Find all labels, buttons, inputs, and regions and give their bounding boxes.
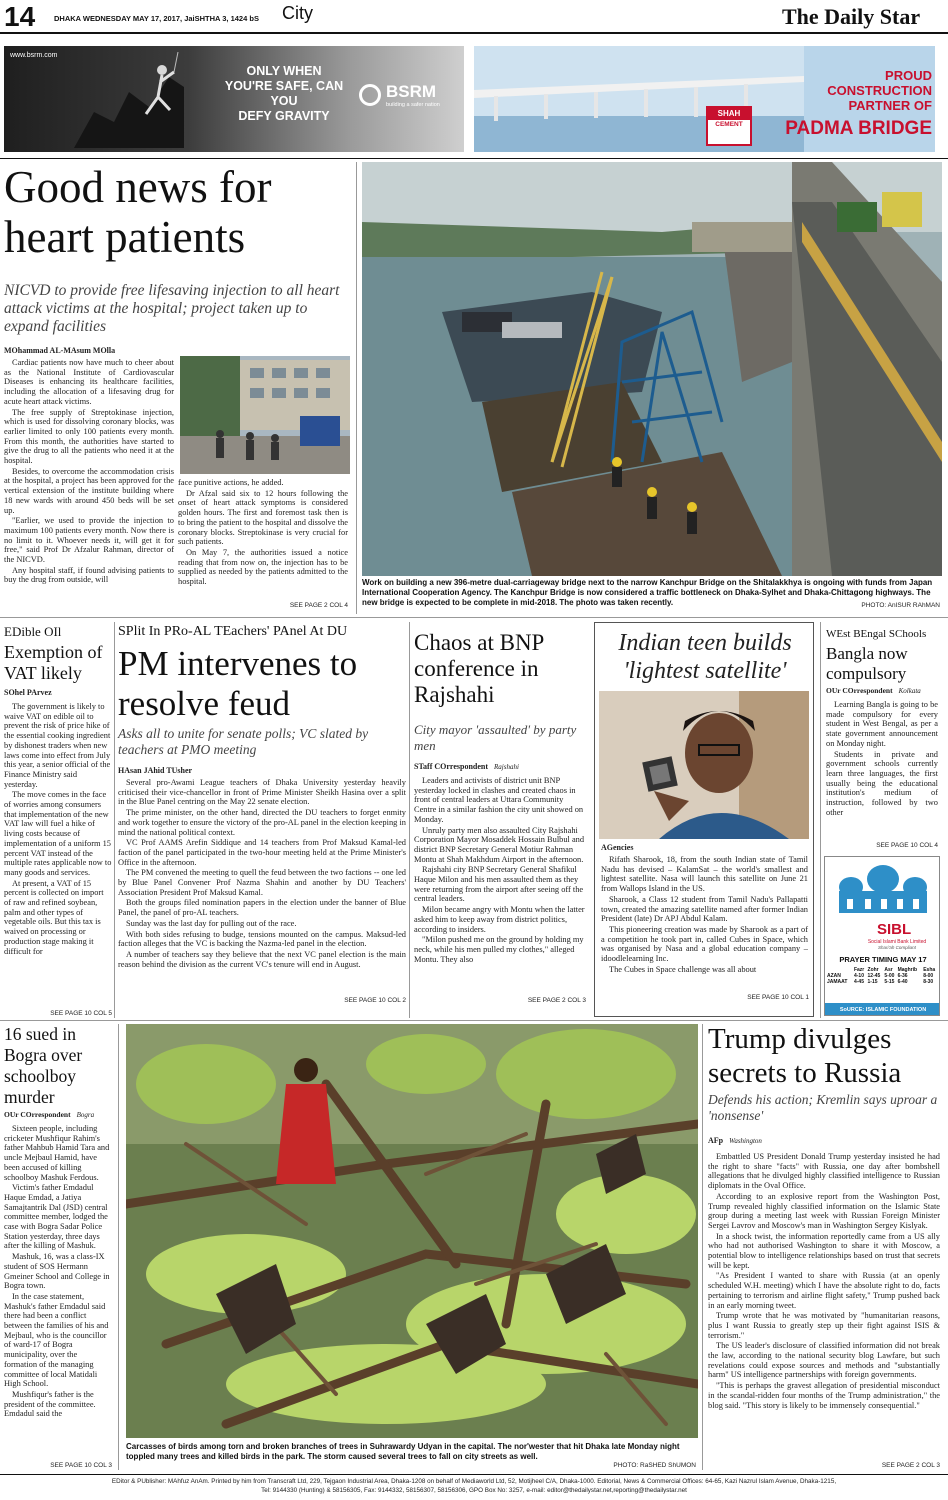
vat-byline: SOhel PArvez — [4, 688, 52, 697]
prayer-cell: AZAN — [827, 973, 841, 979]
footer-line2: Tel: 9144330 (Hunting) & 58156305, Fax: 9144332, 58156307, 58156306, GPO Box No: 3257, e-mail: editor@thedailystar.net,reporting@thedailystar.net — [261, 1487, 687, 1494]
bogra-para: Mashuk, 16, was a class-IX student of SOS Hermann Gmeiner School and College in Bogra town. — [4, 1252, 110, 1291]
bsrm-url: www.bsrm.com — [10, 52, 58, 59]
bogra-para: Mushfiqur's father is the president of the committee. Emdadul said the — [4, 1389, 96, 1419]
prayer-cell: Zohr — [867, 967, 879, 973]
satellite-para: This pioneering creation was made by Sharook as a part of a competition he took part in, called Cubes in Space, which was organised by Nasa and a global education company – idoodlelearning Inc. — [601, 924, 808, 964]
trump-byline-place: Washington — [729, 1137, 762, 1145]
section-rule — [0, 1020, 948, 1021]
dateline: DHAKA WEDNESDAY MAY 17, 2017, JaiSHTHA 3, 1424 bS — [54, 14, 259, 23]
col-divider — [356, 162, 357, 614]
pm-body — [118, 778, 406, 970]
teen-photo — [599, 691, 809, 839]
mosque-illustration — [831, 861, 935, 921]
masthead-rule — [0, 32, 948, 34]
bnp-para: Milon became angry with Montu when the latter asked him to keep away from district politics, according to insiders. — [414, 905, 585, 934]
heart-para: Cardiac patients now have much to cheer about as the National Institute of Cardiovascular Diseases is enhancing its healthcare facilities, including the allocation of a lifesaving drug for acute heart attack victims. — [4, 358, 174, 406]
heart-para: The free supply of Streptokinase injection, which is used for dissolving coronary blocks, was earlier limited to only 100 patients every month. From this month, the authorities have started to give the drug to all the patients who need it at the hospital. — [4, 407, 174, 466]
footer-line1: EDitor & PUblisher: MAhfuz AnAm. Printed by him from Transcraft Ltd, 229, Tejgaon Industrial Area, Dhaka-1208 on behalf of Mediaworld Ltd, 52, Motijheel C/A, Dhaka-1000. Editorial, News & Commercial Offices: 64-65, Kazi Nazrul Islam Avenue, Dhaka-1215, — [111, 1478, 837, 1485]
bengal-byline — [826, 686, 921, 695]
trump-para: In a shock twist, the information reportedly came from a US ally who had not authorised Washington to share it with Moscow, a potential blow to intelligence relationships based on trust that secrets will be kept. — [708, 1231, 940, 1270]
pm-para: With both sides refusing to budge, tensions mounted on the campus. Maksud-led faction alleges that the VC is backing the Nazma-led panel in the election. — [118, 929, 406, 949]
vat-para: The government is likely to waive VAT on edible oil to prevent the risk of price hike of the essential cooking ingredient by dishonest traders when new laws come into effect from July this year, a senior official of the Finance Ministry said yesterday. — [4, 702, 111, 789]
bnp-para: "Milon pushed me on the ground by holding my neck, while his men pulled my clothes," alleged Montu. They also — [414, 935, 584, 964]
heart-byline: MOhammad AL-MAsum MOlla — [4, 346, 116, 355]
bogra-byline — [4, 1110, 94, 1119]
pm-para: Sunday was the last day for pulling out of the race. — [126, 918, 297, 928]
prayer-cell: 1-15 — [867, 979, 878, 985]
bogra-see-page[interactable]: SEE PAGE 10 COL 3 — [50, 1462, 112, 1469]
bengal-see-page[interactable]: SEE PAGE 10 COL 4 — [876, 842, 938, 849]
pm-para: Both the groups filed nomination papers in the election under the banner of Blue Panel, the panel of pro-AL teachers. — [118, 898, 406, 918]
heart-para: Besides, to overcome the accommodation crisis at the hospital, a project has been approved for the vertical extension of the institute building where 18 new wards with around 450 beds will be set up. — [4, 466, 174, 515]
satellite-body — [601, 855, 808, 975]
pm-para: VC Prof AAMS Arefin Siddique and 14 teachers from Prof Maksud Kamal-led faction of the panel participated in the two-hour meeting held at the Prime Minister's Office in the afternoon. — [118, 838, 406, 867]
bogra-para: Sixteen people, including cricketer Mushfiqur Rahim's father Mahbub Hamid Tara and uncle Mejbaul Hamid, have been accused of killing schoolboy Mashuk Ferdous. — [4, 1124, 110, 1182]
pm-see-page[interactable]: SEE PAGE 10 COL 2 — [344, 997, 406, 1004]
trump-para: Trump wrote that he was motivated by "humanitarian reasons, plus I want Russia to greatly step up their fight against ISIS & terrorism." — [708, 1311, 940, 1340]
trump-para: The US leader's disclosure of classified information did not break the law, according to the national security blog Lawfare, but such revelations could expose sources and methods and "substantially harm" US intelligence partnerships with foreign governments. — [708, 1341, 940, 1380]
prayer-source: SoURCE: ISLAMIC FOUNDATION — [825, 1003, 940, 1016]
shah-logo — [706, 106, 752, 146]
trump-byline-name: AFp — [708, 1136, 724, 1145]
shah-logo-top: SHAH — [708, 108, 750, 120]
vat-body — [4, 702, 112, 957]
sibl-ad[interactable] — [824, 856, 940, 1016]
bnp-headline: Chaos at BNP conference in Rajshahi — [414, 630, 544, 707]
footer-imprint — [4, 1477, 944, 1495]
heart-para: face punitive actions, he added. — [178, 478, 284, 487]
heart-headline: Good news for heart patients — [4, 162, 272, 262]
bengal-byline-place: Kolkata — [898, 687, 921, 695]
prayer-cell: Maghrib — [897, 967, 918, 973]
bnp-byline-place: Rajshahi — [494, 763, 519, 771]
bengal-para: Learning Bangla is going to be made compulsory for every student in West Bengal, as per a state government announcement on Monday night. — [826, 700, 938, 748]
bsrm-slogan — [219, 64, 349, 124]
pm-para: The PM convened the meeting to quell the feud between the two factions -- one led by Blue Panel Convener Prof Nazma Shahin and another by DU Teachers' Association President Prof Maksud Kamal. — [118, 868, 406, 897]
shah-line2: CONSTRUCTION — [827, 83, 932, 98]
bridge-credit: PHOTO: AnISUR RAhMAN — [861, 602, 940, 609]
trump-para: "This is perhaps the gravest allegation of presidential misconduct in the scandal-ridden four months of the Trump administration," the blog said. "This story is likely to be immensely consequential." — [708, 1381, 940, 1410]
prayer-cell: 6-40 — [897, 979, 908, 985]
ad-rule — [0, 158, 948, 159]
bsrm-slogan-line1: ONLY WHEN — [246, 64, 322, 78]
bogra-para: In the case statement, Mashuk's father Emdadul said there had been a conflict between the families of his and Mejbaul, who is the councillor of ward-17 of Bogra municipality, over the formation of the managing committee of local Matidali High School. — [4, 1291, 109, 1389]
masthead — [0, 0, 948, 40]
trump-para: Embattled US President Donald Trump yesterday insisted he had the right to share "facts" with Russia, one day after bombshell allegations that he divulged highly classified intelligence to Russian diplomats in the Oval Office. — [708, 1152, 940, 1191]
prayer-cell: 4-10 — [853, 973, 864, 979]
heart-col2 — [178, 478, 348, 588]
prayer-cell: Asr — [884, 967, 893, 973]
heart-col1 — [4, 358, 174, 586]
prayer-row — [827, 979, 939, 985]
bsrm-logo-mark — [359, 84, 381, 106]
bengal-body — [826, 700, 938, 818]
col-divider — [820, 622, 821, 1018]
bengal-para: Students in private and government schools currently learn three languages, the first usually being the educational institution's medium of instruction, followed by two other — [826, 749, 938, 817]
bridge-photo — [362, 162, 942, 576]
bnp-see-page[interactable]: SEE PAGE 2 COL 3 — [527, 997, 586, 1004]
sibl-brand: SIBL — [877, 921, 912, 938]
prayer-cell: 5-00 — [884, 973, 895, 979]
heart-see-page[interactable]: SEE PAGE 2 COL 4 — [289, 602, 348, 609]
prayer-cell: 4-45 — [853, 979, 864, 985]
bnp-para: Unruly party men also assaulted City Rajshahi Corporation Mayor Mosaddek Hossain Bulbul and district BNP Secretary General Motiur Rahman Montu at Shah Makhdum Airport in the afternoon. — [414, 825, 585, 864]
prayer-table — [827, 967, 939, 985]
prayer-cell: Esha — [923, 967, 936, 973]
pm-para: The prime minister, on the other hand, directed the DU teachers to forget enmity and work together to ensure the victory of the pro-AL panel in the election keeping in mind the national political context. — [118, 808, 406, 837]
heart-para: Any hospital staff, if found advising patients to buy the drug from outside, will — [4, 565, 174, 585]
vat-para: The move comes in the face of worries among consumers that implementation of the new VAT law will fuel a hike of living costs because of implementation of a uniform 15 percent VAT instead of the multiple rates applicable now to many goods and services. — [4, 790, 112, 877]
vat-para: At present, a VAT of 15 percent is collected on import of raw and refined soybean, palm and other types of vegetable oils. But this tax is waived on processing or production stage making it difficult for — [4, 878, 104, 956]
pm-kicker: SPlit In PRo-AL TEachers' PAnel At DU — [118, 624, 348, 639]
trump-body — [708, 1152, 940, 1411]
section-label: City — [282, 3, 313, 23]
shah-line1: PROUD — [885, 68, 932, 83]
prayer-cell: 12-45 — [867, 973, 881, 979]
trump-headline: Trump divulges secrets to Russia — [708, 1023, 902, 1089]
satellite-para: The Cubes in Space challenge was all about — [609, 964, 757, 974]
heart-para: "Earlier, we used to provide the injection to maximum 100 patients every month. Now there is no limit to it. Whoever needs it, will get it for free," said Prof Dr Afzalur Rahman, director of the NICVD. — [4, 516, 174, 565]
trump-see-page[interactable]: SEE PAGE 2 COL 3 — [881, 1462, 940, 1469]
prayer-title: PRAYER TIMING MAY 17 — [839, 955, 927, 964]
footer-rule — [0, 1474, 948, 1475]
prayer-cell: 6-36 — [897, 973, 908, 979]
pm-para: A number of teachers say they believe that the next VC panel election is the main reason behind the division as the current VC's tenure will end in August. — [118, 949, 406, 969]
bridge-caption: Work on building a new 396-metre dual-carriageway bridge next to the narrow Kanchpur Bridge on the Shitalakkhya is ongoing with funds from Japan International Cooperation Agency. The Kanchpur Bridge is now considered a traffic bottleneck on Dhaka-Sylhet and Dhaka-Chittagong highways. The new bridge is expected to be complete in mid-2018. The photo was taken recently. — [362, 578, 933, 607]
heart-deck: NICVD to provide free lifesaving injection to all heart attack victims at the hospital; project taken up to expand facilities — [4, 282, 340, 335]
bsrm-brand: BSRM — [386, 82, 437, 101]
climber-figure — [74, 52, 184, 148]
bnp-para: Rajshahi city BNP Secretary General Shafikul Haque Milon and his men assaulted them as they were returning from the airport after seeing off the central leaders. — [414, 865, 584, 904]
paper-logo: The Daily Star — [782, 4, 921, 29]
bnp-byline — [414, 762, 519, 771]
vat-headline: Exemption of VAT likely — [4, 642, 103, 683]
prayer-cell: 8-30 — [923, 979, 934, 985]
prayer-cell: JAMAAT — [827, 979, 848, 985]
trump-para: "As President I wanted to share with Russia (at an openly scheduled W.H. meeting) which I have the absolute right to do, facts pertaining to terrorism and airline flight safety," Trump pushed back in an early morning tweet. — [708, 1271, 940, 1310]
prayer-cell: 8-00 — [923, 973, 934, 979]
bengal-kicker: WEst BEngal SChools — [826, 628, 927, 640]
birds-credit: PHOTO: RaSHED ShUMON — [613, 1462, 696, 1469]
satellite-para: Sharook, a Class 12 student from Tamil Nadu's Pallapatti town, created the amazing satellite named after former Indian President (late) Dr APJ Abdul Kalam. — [601, 894, 808, 924]
vat-kicker: EDible OIl — [4, 624, 62, 639]
section-rule — [0, 617, 948, 618]
bnp-body — [414, 776, 586, 965]
bogra-para: Victim's father Emdadul Haque Emdad, a Jatiya Samajtantrik Dal (JSD) central committee member, lodged the case with Bogra Sadar Police Station yesterday, three days after the killing of Mashuk. — [4, 1183, 108, 1251]
sibl-full-name: Social Islami Bank Limited — [867, 939, 927, 945]
heart-para: Dr Afzal said six to 12 hours following the onset of heart attack symptoms is considered golden hours. The first and foremost task then is to bring the patient to the hospital and dissolve the coronary blocks. Streptokinase is very crucial for such patients. — [178, 488, 348, 547]
trump-para: According to an explosive report from the Washington Post, Trump revealed highly classified information on the Islamic State group during a meeting last week with Russian Foreign Minister Sergei Lavrov and Moscow's man in Washington Sergey Kislyak. — [708, 1191, 940, 1230]
shah-headline-big: PADMA BRIDGE — [785, 118, 932, 139]
shah-logo-bottom: CEMENT — [715, 121, 743, 128]
page-number: 14 — [4, 1, 36, 32]
nicvd-photo — [180, 356, 350, 474]
bnp-para: Leaders and activists of district unit BNP yesterday locked in clashes and created chaos in front of central leaders at Uttara Community Centre in a similar fashion the city unit showed on Monday. — [414, 776, 584, 824]
birds-photo — [126, 1024, 698, 1438]
pm-deck: Asks all to unite for senate polls; VC slated by teachers at PMO meeting — [118, 726, 369, 757]
col-divider — [702, 1024, 703, 1470]
shah-headline — [804, 68, 932, 113]
pm-byline: HAsan JAhid TUsher — [118, 766, 193, 775]
col-divider — [409, 622, 410, 1018]
bogra-body — [4, 1124, 112, 1420]
bengal-headline: Bangla now compulsory — [826, 644, 908, 683]
bsrm-slogan-line3: DEFY GRAVITY — [238, 109, 330, 123]
bogra-byline-place: Bogra — [76, 1111, 95, 1119]
bsrm-slogan-line2: YOU'RE SAFE, CAN YOU — [224, 79, 344, 108]
shah-line3: PARTNER OF — [848, 98, 932, 113]
pm-para: Several pro-Awami League teachers of Dhaka University yesterday heavily criticised their vice-chancellor in front of Prime Minister Sheikh Hasina over a split in the Blue Panel centring on the May 22 senate election. — [118, 778, 406, 807]
bengal-byline-name: OUr COrrespondent — [826, 686, 893, 695]
bogra-headline: 16 sued in Bogra over schoolboy murder — [4, 1024, 83, 1107]
birds-caption: Carcasses of birds among torn and broken branches of trees in Suhrawardy Udyan in the capital. The nor'wester that hit Dhaka late Monday night toppled many trees and killed birds in the park. The storm caused several trees to fall on city streets as well. — [126, 1442, 680, 1461]
trump-byline — [708, 1136, 762, 1145]
satellite-box — [594, 622, 814, 1017]
satellite-headline: Indian teen builds 'lightest satellite' — [618, 630, 792, 684]
shah-cement-ad[interactable] — [474, 46, 935, 152]
satellite-para: Rifath Sharook, 18, from the south Indian state of Tamil Nadu has devised – KalamSat – the world's smallest and lightest satellite. Nasa will launch this satellite on June 21 from Wallops Island in the US. — [601, 855, 808, 894]
satellite-see-page[interactable]: SEE PAGE 10 COL 1 — [747, 994, 809, 1001]
satellite-byline: AGencies — [601, 843, 634, 852]
bsrm-tagline: building a safer nation — [386, 102, 440, 108]
trump-deck: Defends his action; Kremlin says uproar a 'nonsense' — [708, 1092, 938, 1123]
bsrm-ad[interactable] — [4, 46, 464, 152]
bnp-byline-name: STaff COrrespondent — [414, 762, 489, 771]
vat-see-page[interactable]: SEE PAGE 10 COL 5 — [50, 1010, 112, 1017]
col-divider — [118, 1024, 119, 1470]
heart-para: On May 7, the authorities issued a notice reading that from now on, the injection has to be supplied as needed by the patients admitted to the hospital. — [178, 547, 348, 587]
col-divider — [114, 622, 115, 1018]
bnp-deck: City mayor 'assaulted' by party men — [414, 722, 577, 753]
bogra-byline-name: OUr COrrespondent — [4, 1110, 71, 1119]
pm-headline: PM intervenes to resolve feud — [118, 644, 358, 723]
prayer-cell: 5-15 — [884, 979, 895, 985]
prayer-cell: Fazr — [853, 967, 865, 973]
padma-bridge-illustration — [474, 46, 804, 152]
sibl-motto: Shari'ah Compliant — [878, 945, 916, 950]
